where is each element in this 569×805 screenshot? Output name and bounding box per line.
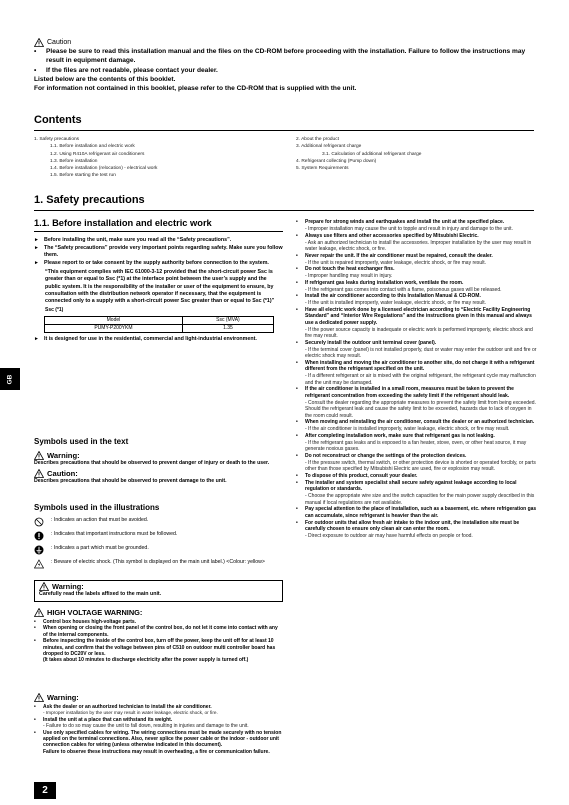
caution-line-2: For information not contained in this booklet, please refer to the CD-ROM that is supplied with the unit. xyxy=(34,85,357,93)
symbols-ill-title: Symbols used in the illustrations xyxy=(34,503,160,512)
toc-item: 1.4. Before installation (relocation) - electrical work xyxy=(50,166,158,172)
ssc-table xyxy=(44,316,274,333)
high-voltage-list xyxy=(34,619,283,664)
right-column-warnings xyxy=(296,219,538,540)
list-item: ► The “Safety precautions” provide very important points regarding safety. Make sure you follow them. xyxy=(34,245,283,259)
list-subitem: - Consult the dealer regarding the appropriate measures to prevent the safety limit from being exceeded. Should the refrigerant leak and cause the safety limit to be exceeded, hazards due to lack of oxygen in the room could result. xyxy=(305,399,536,419)
ground-icon xyxy=(34,545,44,555)
warning-heading: Warning: xyxy=(34,451,283,460)
caution-description: Describes precautions that should be observed to prevent damage to the unit. xyxy=(34,478,227,484)
list-item: • Ask the dealer or an authorized technician to install the air conditioner. xyxy=(34,704,212,710)
contents-title: Contents xyxy=(34,114,82,126)
warning-heading: Warning: xyxy=(39,582,278,591)
toc-item: 4. Refrigerant collecting (Pump down) xyxy=(296,158,377,164)
caution-line-1: Listed below are the contents of this booklet. xyxy=(34,75,176,83)
list-item: • If the air conditioner is installed in a small room, measures must be taken to prevent the refrigerant concentration from exceeding the safety limit if the refrigerant should leak. xyxy=(296,386,514,399)
pre-install-list xyxy=(34,237,283,344)
symbol-shock-row: : Beware of electric shock. (This symbol is displayed on the main unit label.) <Colour: yellow> xyxy=(34,559,279,569)
table-cell: 1.35 xyxy=(182,325,273,333)
symbols-text-block xyxy=(34,451,283,485)
caution-bullet-1: • Please be sure to read this installation manual and the files on the CD-ROM before proceeding with the installation. Failure to follow the instructions may result in equipment damage. xyxy=(34,48,526,65)
list-item: • After completing installation work, make sure that refrigerant gas is not leaking. xyxy=(296,432,495,439)
toc-item: 2. About the product xyxy=(296,137,339,142)
list-item: • When opening or closing the front panel of the control box, do not let it come into contact with any of the internal components. xyxy=(34,625,278,638)
symbol-instruction-row: : Indicates that important instructions must be followed. xyxy=(34,531,279,541)
list-item: • Use only specified cables for wiring. The wiring connections must be made securely with no tension applied on the terminal connections. Also, never splice the power cable or the indoor - outdoor unit connection cables for wiring (unless otherwise indicated in this document). xyxy=(34,729,282,749)
mandatory-instruction-icon xyxy=(34,531,44,541)
caution-title: Caution xyxy=(47,39,72,46)
toc-item: 1.3. Before installation xyxy=(50,158,98,164)
warning-2-list xyxy=(34,704,283,755)
list-item: • Pay special attention to the place of installation, such as a basement, etc. where refrigeration gas can accumulate, since refrigerant is heavier than the air. xyxy=(296,506,537,519)
toc-item: 1.5. Before starting the test run xyxy=(50,173,116,179)
section-1-1-title: 1.1. Before installation and electric work xyxy=(34,218,212,228)
toc-item: 5. System Requirements xyxy=(296,166,349,172)
warning-triangle-icon xyxy=(34,693,44,702)
list-item: • Do not reconstruct or change the settings of the protection devices. xyxy=(296,452,467,459)
section-1-divider xyxy=(34,210,534,211)
caution-heading xyxy=(34,38,534,47)
table-header-row xyxy=(45,316,274,324)
caution-bullet-2: • If the files are not readable, please contact your dealer. xyxy=(34,66,218,74)
list-subitem: - Choose the appropriate wire size and the switch capacities for the main power supply described in this manual if local regulations are not available. xyxy=(305,493,535,506)
page-number: 2 xyxy=(34,782,56,799)
list-item: ► Before installing the unit, make sure you read all the “Safety precautions”. xyxy=(34,237,232,243)
list-subitem: - Ask an authorized technician to install the accessories. Improper installation by the user may result in water leakage, electric shock, or fire. xyxy=(305,239,532,252)
list-subitem: - Direct exposure to outdoor air may have harmful effects on people or food. xyxy=(305,533,473,539)
list-item: • Have all electric work done by a licensed electrician according to “Electric Facility Engineering Standard” and “Interior Wire Regulations” and the instructions given in this manual and always use a dedicated power supply. xyxy=(296,306,532,326)
list-item: (It takes about 10 minutes to discharge electricity after the power supply is turned off.) xyxy=(43,657,249,664)
list-subitem: - If the unit is installed improperly, water leakage, electric shock, or fire may result. xyxy=(305,300,487,306)
symbols-text-title: Symbols used in the text xyxy=(34,437,129,446)
ssc-label: Ssc (*1) xyxy=(45,306,64,313)
symbol-avoid-row: : Indicates an action that must be avoided. xyxy=(34,517,279,527)
list-item: • To dispose of this product, consult your dealer. xyxy=(296,472,418,479)
toc-left xyxy=(34,136,157,180)
list-item: • If refrigerant gas leaks during installation work, ventilate the room. xyxy=(296,279,464,286)
symbol-ground-row: : Indicates a part which must be grounded. xyxy=(34,545,279,555)
warning-triangle-icon xyxy=(34,451,44,460)
warning-triangle-icon xyxy=(39,582,49,591)
section-1-title: 1. Safety precautions xyxy=(34,194,145,206)
list-subitem: - Failure to do so may cause the unit to fall down, resulting in injuries and damage to the unit. xyxy=(43,723,249,730)
toc-right xyxy=(296,136,421,172)
list-item: • Install the air conditioner according to this Installation Manual & CD-ROM. xyxy=(296,293,481,299)
table-row xyxy=(45,325,274,333)
list-item: ► Please report to or take consent by the supply authority before connection to the system. xyxy=(34,260,269,267)
caution-top-block xyxy=(34,38,534,93)
iec-quote: “This equipment complies with IEC 61000-3-12 provided that the short-circuit power Ssc is greater than or equal to Ssc (*1) at the interface point between the user’s supply and the public system. It is the responsibility of the installer or user of the equipment to ensure, by consultation with the distribution network operator if necessary, that the equipment is connected only to a supply with a short-circuit power Ssc greater than or equal to Ssc (*1)” xyxy=(45,269,275,304)
warning-2-heading: Warning: xyxy=(34,693,79,702)
list-item: • When installing and moving the air conditioner to another site, do not charge it with a refrigerant different from the refrigerant specified on the unit. xyxy=(296,359,535,372)
label-warning-box xyxy=(34,580,283,602)
contents-divider xyxy=(34,130,534,131)
list-subitem: - If the refrigerant gas comes into contact with a flame, poisonous gases will be released. xyxy=(305,286,502,293)
warning-box-text: Carefully read the labels affixed to the main unit. xyxy=(39,591,162,597)
list-item: • Never repair the unit. If the air conditioner must be repaired, consult the dealer. xyxy=(296,252,493,259)
list-item: • The installer and system specialist shall secure safety against leakage according to local regulation or standards. xyxy=(296,479,517,492)
list-item: • Control box houses high-voltage parts. xyxy=(34,619,137,625)
list-subitem: - Improper installation by the user may result in water leakage, electric shock, or fire. xyxy=(43,710,218,716)
list-item: Failure to observe these instructions may result in overheating, a fire or communication failure. xyxy=(43,748,270,755)
caution-triangle-icon xyxy=(34,469,44,478)
list-item: • When moving and reinstalling the air conditioner, consult the dealer or an authorized technician. xyxy=(296,419,535,425)
list-item: • Do not touch the heat exchanger fins. xyxy=(296,266,395,272)
list-subitem: - If the refrigerant gas leaks and is exposed to a fan heater, stove, oven, or other heat source, it may generate noxious gases. xyxy=(305,439,527,452)
table-header: Model xyxy=(45,316,183,324)
list-item: • Before inspecting the inside of the control box, turn off the power, keep the unit off for at least 10 minutes, and confirm that the voltage between pins of C510 on outdoor multi controller board has dropped to DC20V or less. xyxy=(34,638,276,658)
list-subitem: - If the power source capacity is inadequate or electric work is performed improperly, electric shock and fire may result. xyxy=(305,326,533,339)
high-voltage-heading: HIGH VOLTAGE WARNING: xyxy=(34,608,142,617)
list-item: • Securely install the outdoor unit terminal cover (panel). xyxy=(296,339,437,346)
list-subitem: - If the pressure switch, thermal switch, or other protection device is shorted or operated forcibly, or parts other than those specified by Mitsubishi Electric are used, fire or explosion may result. xyxy=(305,459,536,472)
list-subitem: - Improper installation may cause the unit to topple and result in injury and damage to the unit. xyxy=(305,226,513,232)
caution-triangle-icon xyxy=(34,38,44,47)
list-subitem: - If the air conditioner is installed improperly, water leakage, electric shock, or fire may result. xyxy=(305,426,510,432)
list-item: • For outdoor units that allow fresh air intake to the indoor unit, the installation site must be carefully chosen to ensure only clean air can enter the room. xyxy=(296,519,520,532)
list-item: ► It is designed for use in the residential, commercial and light-industrial environment. xyxy=(34,336,257,343)
section-1-1-divider xyxy=(34,231,283,232)
prohibited-icon xyxy=(34,517,44,527)
toc-item: 1.2. Using R410A refrigerant air conditioners xyxy=(50,151,145,157)
table-header: Ssc (MVA) xyxy=(182,316,273,324)
list-subitem: - If the terminal cover (panel) is not installed properly, dust or water may enter the outdoor unit and fire or electric shock may result. xyxy=(305,346,537,359)
list-item: • Prepare for strong winds and earthquakes and install the unit at the specified place. xyxy=(296,219,505,225)
toc-item: 3. Additional refrigerant charge xyxy=(296,144,362,150)
list-subitem: - If a different refrigerant or air is mixed with the original refrigerant, the refrigerant cycle may malfunction and the unit may be damaged. xyxy=(305,373,536,386)
list-item: • Install the unit at a place that can withstand its weight. xyxy=(34,716,173,723)
toc-item: 1.1. Before installation and electric work xyxy=(50,144,135,150)
table-cell: PUMY-P200YKM xyxy=(45,325,183,333)
toc-item: 1. Safety precautions xyxy=(34,137,80,142)
caution-heading-2: Caution: xyxy=(34,469,283,478)
warning-description: Describes precautions that should be observed to prevent danger of injury or death to the user. xyxy=(34,460,270,466)
list-subitem: - If the unit is repaired improperly, water leakage, electric shock, or fire may result. xyxy=(305,259,487,266)
list-item: • Always use filters and other accessories specified by Mitsubishi Electric. xyxy=(296,232,479,239)
list-subitem: - Improper handling may result in injury. xyxy=(305,273,393,279)
language-tab: GB xyxy=(0,368,20,390)
electric-shock-icon xyxy=(34,559,44,569)
warning-triangle-icon xyxy=(34,608,44,617)
toc-item: 3.1. Calculation of additional refrigerant charge xyxy=(322,151,422,157)
